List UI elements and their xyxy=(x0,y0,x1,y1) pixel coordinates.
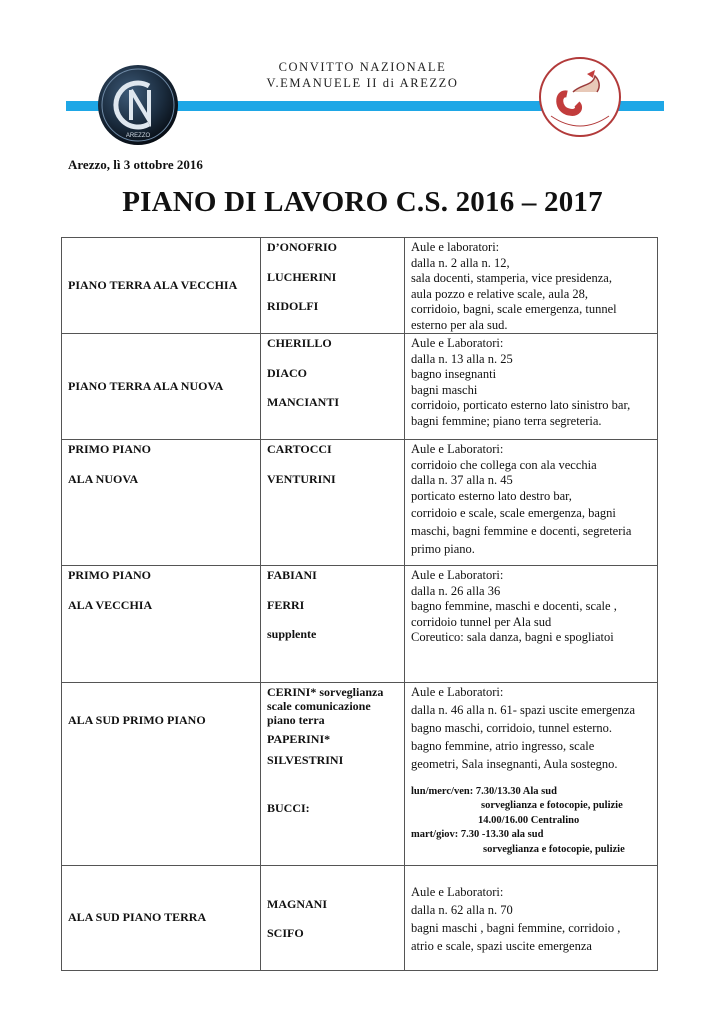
document-title: PIANO DI LAVORO C.S. 2016 – 2017 xyxy=(122,186,603,218)
task-line: dalla n. 26 alla 36 xyxy=(411,583,501,598)
table-row xyxy=(62,440,658,566)
staff-name: supplente xyxy=(267,627,317,641)
area-label: PRIMO PIANO xyxy=(68,568,151,582)
task-line: maschi, bagni femmine e docenti, segreteria xyxy=(411,524,632,538)
task-line: Aule e Laboratori: xyxy=(411,885,504,899)
table-row xyxy=(62,238,658,334)
task-line: bagno maschi, corridoio, tunnel esterno. xyxy=(411,720,612,735)
area-cell xyxy=(62,238,261,334)
school-name-line2: V.EMANUELE II di AREZZO xyxy=(266,76,459,90)
staff-name: LUCHERINI xyxy=(267,269,337,284)
schedule-line: 14.00/16.00 Centralino xyxy=(478,814,580,826)
letterhead xyxy=(0,0,725,150)
staff-name: MAGNANI xyxy=(267,896,327,911)
task-line: aula pozzo e relative scale, aula 28, xyxy=(411,286,588,301)
area-cell xyxy=(62,566,261,683)
tasks-cell xyxy=(405,866,658,971)
staff-name: SILVESTRINI xyxy=(267,752,344,767)
area-cell xyxy=(62,866,261,971)
table-row xyxy=(62,683,658,866)
task-line: geometri, Sala insegnanti, Aula sostegno. xyxy=(411,756,618,771)
task-line: dalla n. 37 alla n. 45 xyxy=(411,473,513,487)
staff-cell xyxy=(261,683,405,866)
task-line: atrio e scale, spazi uscite emergenza xyxy=(411,939,592,953)
task-line: dalla n. 62 alla n. 70 xyxy=(411,903,513,917)
task-line: corridoio tunnel per Ala sud xyxy=(411,614,552,629)
area-label: ALA VECCHIA xyxy=(68,597,153,612)
task-line: corridoio e scale, scale emergenza, bagni xyxy=(411,506,616,520)
staff-name: CHERILLO xyxy=(267,336,332,350)
schedule-line: lun/merc/ven: 7.30/13.30 Ala sud xyxy=(411,785,557,797)
task-line: porticato esterno lato destro bar, xyxy=(411,488,572,503)
area-label: ALA SUD PRIMO PIANO xyxy=(68,713,206,727)
staff-name: FABIANI xyxy=(267,568,317,582)
work-plan-table xyxy=(61,237,658,971)
table-row xyxy=(62,866,658,971)
school-name-line1: CONVITTO NAZIONALE xyxy=(278,60,447,74)
task-line: Aule e Laboratori: xyxy=(411,442,504,456)
staff-cell xyxy=(261,334,405,440)
task-line: dalla n. 2 alla n. 12, xyxy=(411,255,510,270)
tasks-cell xyxy=(405,238,658,334)
area-label: ALA SUD PIANO TERRA xyxy=(68,910,207,925)
task-line: bagno femmine, atrio ingresso, scale xyxy=(411,738,595,753)
tasks-cell xyxy=(405,440,658,566)
staff-cell xyxy=(261,440,405,566)
task-line: Aule e laboratori: xyxy=(411,240,500,254)
area-label: PIANO TERRA ALA NUOVA xyxy=(68,378,224,393)
staff-name: PAPERINI* xyxy=(267,732,331,746)
staff-cell xyxy=(261,238,405,334)
staff-name: DIACO xyxy=(267,365,308,380)
task-line: bagni femmine; piano terra segreteria. xyxy=(411,413,602,428)
area-label: ALA NUOVA xyxy=(68,471,139,486)
area-label: PIANO TERRA ALA VECCHIA xyxy=(68,277,238,292)
staff-name: SCIFO xyxy=(267,926,304,940)
piero-della-francesca-seal-icon xyxy=(537,56,623,138)
task-line: Aule e Laboratori: xyxy=(411,568,504,582)
task-line: dalla n. 46 alla n. 61- spazi uscite emergenza xyxy=(411,702,635,717)
task-line: bagno femmine, maschi e docenti, scale , xyxy=(411,599,617,613)
task-line: Aule e Laboratori: xyxy=(411,336,504,350)
task-line: Coreutico: sala danza, bagni e spogliatoi xyxy=(411,630,614,644)
task-line: bagni maschi , bagni femmine, corridoio , xyxy=(411,921,621,935)
area-cell xyxy=(62,334,261,440)
area-cell xyxy=(62,683,261,866)
task-line: corridoio che collega con ala vecchia xyxy=(411,457,597,472)
task-line: bagni maschi xyxy=(411,382,478,397)
staff-name: FERRI xyxy=(267,597,305,612)
table-row xyxy=(62,566,658,683)
staff-name: VENTURINI xyxy=(267,471,336,486)
schedule-line: sorveglianza e fotocopie, pulizie xyxy=(481,800,623,811)
task-line: bagno insegnanti xyxy=(411,367,497,381)
task-line: corridoio, bagni, scale emergenza, tunnel xyxy=(411,302,617,316)
staff-cell xyxy=(261,866,405,971)
area-cell xyxy=(62,440,261,566)
staff-name: RIDOLFI xyxy=(267,299,319,313)
cn-seal-icon xyxy=(97,64,179,146)
schedule-line: sorveglianza e fotocopie, pulizie xyxy=(483,843,625,855)
task-line: Aule e Laboratori: xyxy=(411,685,504,699)
tasks-cell xyxy=(405,334,658,440)
staff-name: CERINI* sorveglianza scale comunicazione piano terra xyxy=(267,685,384,727)
document-date: Arezzo, lì 3 ottobre 2016 xyxy=(68,157,203,172)
staff-name: BUCCI: xyxy=(267,801,310,815)
letterhead-band-right xyxy=(618,101,664,111)
table-row xyxy=(62,334,658,440)
schedule xyxy=(411,785,651,858)
tasks-cell xyxy=(405,566,658,683)
task-line: dalla n. 13 alla n. 25 xyxy=(411,351,513,366)
task-line: sala docenti, stamperia, vice presidenza, xyxy=(411,271,612,285)
staff-name: CARTOCCI xyxy=(267,442,332,456)
schedule-line: mart/giov: 7.30 -13.30 ala sud xyxy=(411,829,544,840)
task-line: primo piano. xyxy=(411,542,475,556)
task-line: esterno per ala sud. xyxy=(411,317,508,332)
tasks-cell xyxy=(405,683,658,866)
staff-name: MANCIANTI xyxy=(267,395,339,409)
staff-cell xyxy=(261,566,405,683)
staff-name: D’ONOFRIO xyxy=(267,240,337,254)
task-line: corridoio, porticato esterno lato sinistro bar, xyxy=(411,398,631,412)
area-label: PRIMO PIANO xyxy=(68,442,151,456)
cn-seal-caption: AREZZO xyxy=(125,133,151,139)
